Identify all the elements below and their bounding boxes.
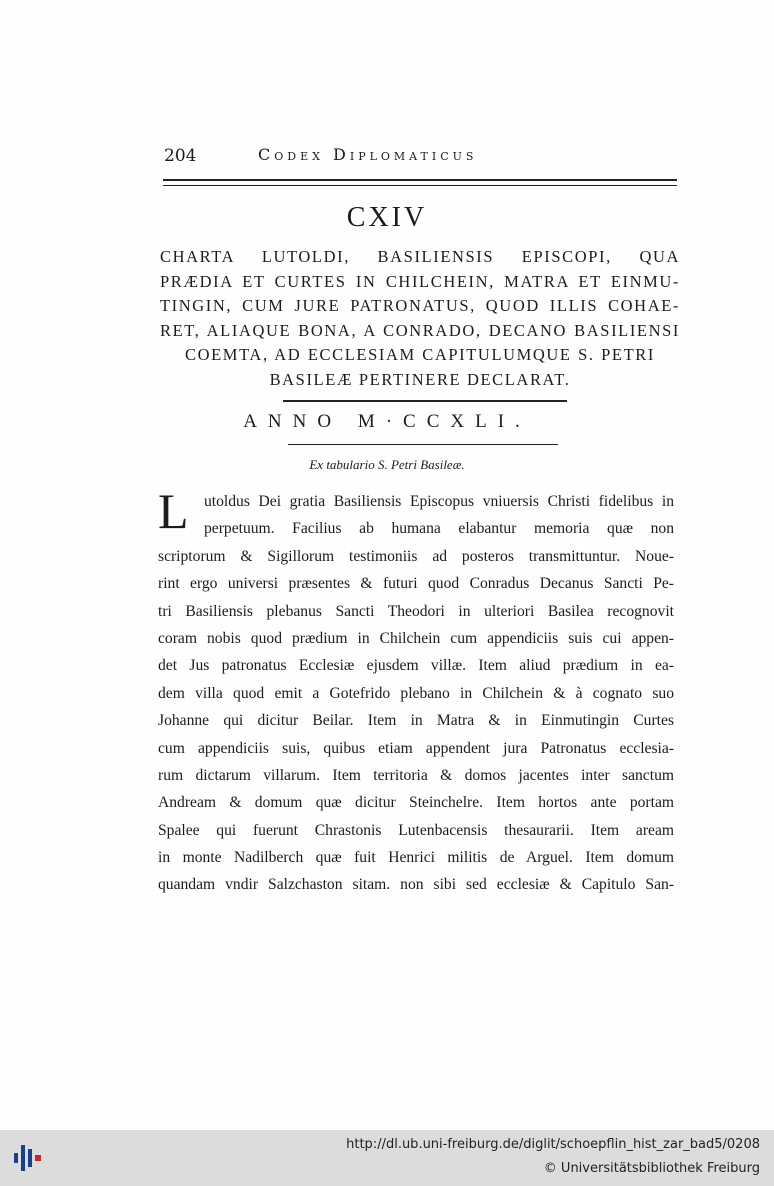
body-line: utoldus Dei gratia Basiliensis Episcopus vniuersis Christi fidelibus in [204,493,674,510]
charter-year: ANNO M·CCXLI. [243,411,531,432]
body-line: Johanne qui dicitur Beilar. Item in Matra & in Einmutingin Curtes [158,712,674,730]
header-rule-thin [163,185,677,186]
body-line: dem villa quod emit a Gotefrido plebano in Chilchein & à cognato suo [158,684,674,702]
body-line: rint ergo universi præsentes & futuri quod Conradus Decanus Sancti Pe- [158,575,674,593]
body-line: Spalee qui fuerunt Chrastonis Lutenbacensis thesaurarii. Item aream [158,821,674,839]
charter-title-line: BASILEÆ PERTINERE DECLARAT. [269,369,571,389]
footer-bar [0,1130,774,1186]
charter-title-line: TINGIN, CUM JURE PATRONATUS, QUOD ILLIS COHAE- [160,296,680,315]
body-line: cum appendiciis suis, quibus etiam appendent jura Patronatus ecclesia- [158,739,674,757]
charter-title-line: COEMTA, AD ECCLESIAM CAPITULUMQUE S. PETRI [185,345,655,364]
body-line: Andream & domum quæ dicitur Steinchelre. Item hortos ante portam [158,794,674,812]
body-line: rum dictarum villarum. Item territoria & domos jacentes inter sanctum [158,766,674,784]
body-line: perpetuum. Facilius ab humana elabantur memoria quæ non [204,520,674,538]
charter-title-line: PRÆDIA ET CURTES IN CHILCHEIN, MATRA ET EINMU- [160,271,680,291]
header-rule-thick [163,179,677,181]
charter-body [158,483,674,899]
charter-title-line: CHARTA LUTOLDI, BASILIENSIS EPISCOPI, QUA [160,247,680,266]
source-note: Ex tabulario S. Petri Basileæ. [309,457,465,472]
footer-copyright: © Universitätsbibliothek Freiburg [543,1161,760,1176]
body-line: scriptorum & Sigillorum testimoniis ad posteros transmittuntur. Noue- [158,547,674,565]
section-rule [283,400,567,402]
body-line: tri Basiliensis plebanus Sancti Theodori in ulteriori Basilea recognovit [158,602,674,620]
footer-url-link[interactable]: http://dl.ub.uni-freiburg.de/diglit/schoepflin_hist_zar_bad5/0208 [346,1137,760,1152]
body-line: quandam vndir Salzchaston sitam. non sibi sed ecclesiæ & Capitulo San- [158,876,674,894]
section-rule [288,444,558,445]
body-line: in monte Nadilberch quæ fuit Henrici militis de Arguel. Item domum [158,849,674,867]
charter-title [160,245,680,392]
page-number: 204 [164,146,197,166]
ub-freiburg-logo-icon[interactable] [10,1139,50,1177]
body-line: det Jus patronatus Ecclesiæ ejusdem villæ. Item aliud prædium in ea- [158,657,674,675]
charter-title-line: RET, ALIAQUE BONA, A CONRADO, DECANO BASILIENSI [160,320,680,340]
body-line: coram nobis quod prædium in Chilchein cum appendiciis suis cui appen- [158,629,674,647]
drop-cap: L [158,483,189,539]
charter-number: CXIV [346,202,428,233]
running-head: Codex Diplomaticus [258,145,478,164]
